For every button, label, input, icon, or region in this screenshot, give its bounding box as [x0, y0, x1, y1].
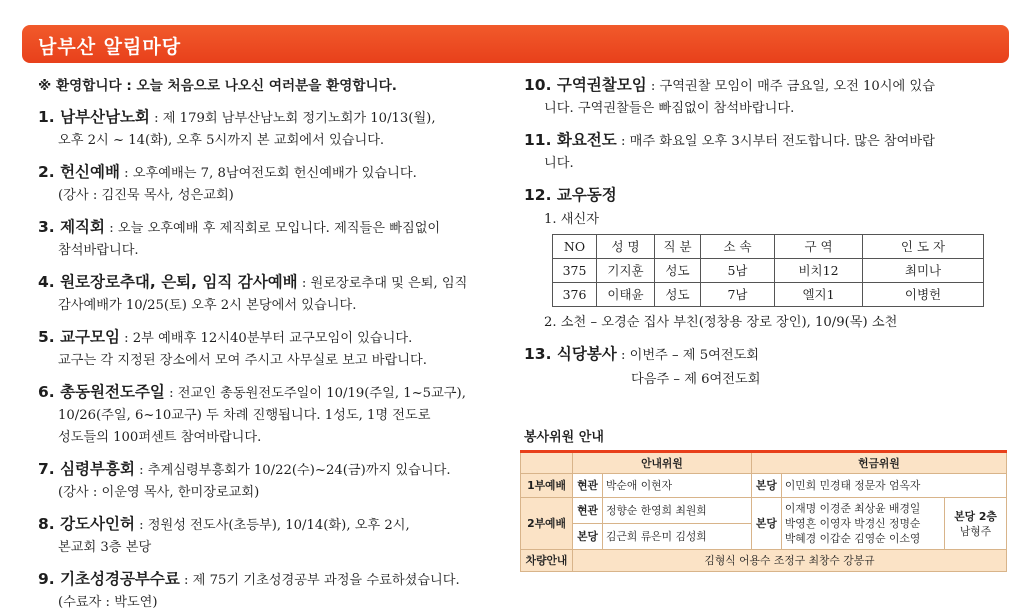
place-cell: 본당: [573, 524, 603, 550]
notice-text: : 매주 화요일 오후 3시부터 전도합니다. 많은 참여바랍: [616, 134, 935, 149]
service-committee-title: 봉사위원 안내: [524, 430, 604, 445]
table-header: 인 도 자: [863, 235, 984, 259]
names-cell: 정향순 한영희 최원희: [603, 498, 752, 524]
notice-text-cont: 니다. 구역권찰들은 빠짐없이 참석바랍니다.: [544, 101, 795, 116]
place-cell: 현관: [573, 474, 603, 498]
notice-text: : 구역권찰 모임이 매주 금요일, 오전 10시에 있습: [646, 79, 935, 94]
notice-heading: 4. 원로장로추대, 은퇴, 임직 감사예배: [38, 273, 298, 291]
notice-heading: 10. 구역권찰모임: [524, 76, 647, 94]
table-header: 소 속: [701, 235, 775, 259]
notice-text-cont: 성도들의 100퍼센트 참여바랍니다.: [58, 430, 262, 445]
notice-heading: 8. 강도사인허: [38, 515, 135, 533]
notice-text: : 오후예배는 7, 8남여전도회 헌신예배가 있습니다.: [119, 166, 417, 181]
row-label: 1부예배: [521, 474, 573, 498]
names-line: 이재명 이경준 최상윤 배경일: [784, 502, 921, 515]
obituary-notice: 2. 소천 – 오경순 집사 부친(정창용 장로 장인), 10/9(목) 소천: [544, 315, 898, 330]
names-cell: 박순애 이현자: [603, 474, 752, 498]
names-cell: [945, 498, 1007, 550]
notice-item: [38, 513, 504, 559]
notice-item: [38, 216, 504, 262]
welcome-notice: ※ 환영합니다 : 오늘 처음으로 나오신 여러분을 환영합니다.: [38, 78, 397, 94]
notice-text-cont: 본교회 3층 본당: [58, 540, 152, 555]
table-cell: 성도: [655, 283, 701, 307]
place-cell: 본당: [751, 498, 781, 550]
meal-service-section: [524, 342, 1012, 392]
table-header: 구 역: [775, 235, 863, 259]
notice-heading: 2. 헌신예배: [38, 163, 120, 181]
table-row: [521, 474, 1007, 498]
notice-heading: 11. 화요전도: [524, 131, 617, 149]
service-committee-table: [520, 450, 1007, 572]
table-header: 헌금위원: [751, 452, 1006, 474]
notice-heading: 7. 심령부흥회: [38, 460, 135, 478]
notice-item: [38, 271, 504, 317]
header-bar: [22, 25, 1009, 63]
table-row: [521, 498, 1007, 524]
notice-text-cont: (수료자 : 박도연): [58, 595, 158, 610]
notice-text-cont: (강사 : 이운영 목사, 한미장로교회): [58, 485, 260, 500]
place-cell: 현관: [573, 498, 603, 524]
page-title: 남부산 알림마당: [38, 36, 182, 58]
notice-item: [38, 381, 504, 449]
notice-text-cont: 10/26(주일, 6~10교구) 두 차례 진행됩니다. 1성도, 1명 전도로: [58, 408, 431, 423]
notice-item: [38, 161, 504, 207]
table-cell: 기지훈: [597, 259, 655, 283]
names-cell: 김근희 류은미 김성희: [603, 524, 752, 550]
left-column: [38, 74, 504, 613]
table-cell: 이병헌: [863, 283, 984, 307]
table-row: [521, 550, 1007, 572]
names-line: 남형주: [959, 524, 992, 538]
table-header-row: [521, 452, 1007, 474]
notice-text: : 2부 예배후 12시40분부터 교구모임이 있습니다.: [119, 331, 413, 346]
notice-text: : 원로장로추대 및 은퇴, 임직: [297, 276, 468, 291]
notice-text: : 정원성 전도사(초등부), 10/14(화), 오후 2시,: [134, 518, 410, 533]
notice-heading: 3. 제직회: [38, 218, 105, 236]
notice-heading: 9. 기초성경공부수료: [38, 570, 180, 588]
right-column: [524, 74, 1012, 401]
table-cell: 376: [553, 283, 597, 307]
names-line: 박영흔 이영자 박경신 정명순: [784, 517, 921, 530]
notice-item: [524, 129, 1012, 175]
table-cell: 성도: [655, 259, 701, 283]
table-header: 성 명: [597, 235, 655, 259]
transfers-heading: 12. 교우동정: [524, 186, 617, 204]
notice-heading: 6. 총동원전도주일: [38, 383, 165, 401]
notice-text-cont: 오후 2시 ~ 14(화), 오후 5시까지 본 교회에서 있습니다.: [58, 133, 385, 148]
notice-text-cont: 참석바랍니다.: [58, 243, 139, 258]
notice-item: [524, 74, 1012, 120]
notice-text-cont: 감사예배가 10/25(토) 오후 2시 본당에서 있습니다.: [58, 298, 357, 313]
table-row: [553, 283, 984, 307]
place-cell: 본당: [751, 474, 781, 498]
notice-item: [38, 568, 504, 613]
notice-text: : 오늘 오후예배 후 제직회로 모입니다. 제직들은 빠짐없이: [105, 221, 441, 236]
notice-text: : 제 179회 남부산남노회 정기노회가 10/13(월),: [149, 111, 436, 126]
table-cell: 375: [553, 259, 597, 283]
notice-heading: 5. 교구모임: [38, 328, 120, 346]
notice-text-cont: (강사 : 김진묵 목사, 성은교회): [58, 188, 234, 203]
names-line: 박혜경 이갑순 김영순 이소영: [784, 532, 921, 545]
table-header: 직 분: [655, 235, 701, 259]
notice-text-cont: 교구는 각 지정된 장소에서 모여 주시고 사무실로 보고 바랍니다.: [58, 353, 427, 368]
meal-service-this-week: : 이번주 – 제 5여전도회: [616, 348, 760, 363]
table-header: 안내위원: [573, 452, 752, 474]
notice-heading: 1. 남부산남노회: [38, 108, 150, 126]
table-cell: 이태윤: [597, 283, 655, 307]
meal-service-heading: 13. 식당봉사: [524, 345, 617, 363]
newcomers-label: 1. 새신자: [544, 212, 599, 227]
names-cell: 김형식 어용수 조정구 최창수 강봉규: [573, 550, 1007, 572]
notice-text-cont: 니다.: [544, 156, 574, 171]
names-cell: 이민희 민경태 정문자 엄옥자: [781, 474, 1006, 498]
row-label: 2부예배: [521, 498, 573, 550]
notice-text: : 제 75기 기초성경공부 과정을 수료하셨습니다.: [179, 573, 460, 588]
notice-text: : 추계심령부흥회가 10/22(수)~24(금)까지 있습니다.: [134, 463, 451, 478]
table-cell: 엘지1: [775, 283, 863, 307]
table-cell: 최미나: [863, 259, 984, 283]
notice-item: [38, 326, 504, 372]
notice-text: : 전교인 총동원전도주일이 10/19(주일, 1~5교구),: [164, 386, 466, 401]
notice-item: [38, 106, 504, 152]
table-header-row: [553, 235, 984, 259]
names-cell: [781, 498, 944, 550]
table-cell: 5남: [701, 259, 775, 283]
row-label: 차량안내: [521, 550, 573, 572]
table-cell: 7남: [701, 283, 775, 307]
notice-item: [38, 458, 504, 504]
table-row: [553, 259, 984, 283]
meal-service-next-week: 다음주 – 제 6여전도회: [631, 372, 761, 387]
table-header: NO: [553, 235, 597, 259]
table-header: [521, 452, 573, 474]
table-cell: 비치12: [775, 259, 863, 283]
newcomers-table: [552, 234, 984, 307]
place-label: 본당 2층: [954, 509, 997, 523]
transfers-section: [524, 184, 1012, 333]
